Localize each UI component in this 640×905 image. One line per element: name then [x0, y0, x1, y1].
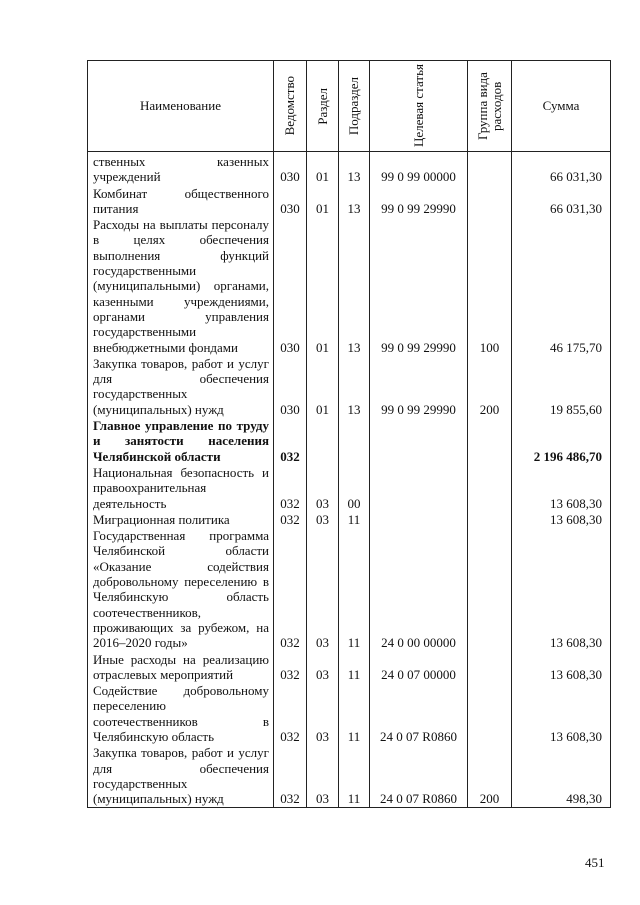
cell-department: 032: [274, 652, 307, 684]
cell-subsection: 13: [339, 356, 370, 418]
cell-expense-group: [468, 418, 512, 465]
table-row: [88, 186, 611, 218]
cell-expense-group: [468, 152, 512, 186]
header-target-article: Целевая статья: [370, 61, 468, 152]
cell-name: Содействие добровольному переселению соотечественников в Челябинскую область: [88, 683, 274, 745]
cell-amount: 66 031,30: [512, 152, 611, 186]
cell-expense-group: [468, 512, 512, 528]
cell-section: 01: [307, 356, 339, 418]
cell-amount: 19 855,60: [512, 356, 611, 418]
table-row: [88, 652, 611, 684]
header-subsection: Подраздел: [339, 61, 370, 152]
cell-department: 032: [274, 512, 307, 528]
table-row: [88, 217, 611, 356]
cell-target-article: 24 0 07 R0860: [370, 683, 468, 745]
cell-section: 01: [307, 186, 339, 218]
cell-expense-group: [468, 683, 512, 745]
cell-target-article: [370, 465, 468, 512]
header-name: Наименование: [88, 61, 274, 152]
header-amount: Сумма: [512, 61, 611, 152]
cell-department: 032: [274, 745, 307, 808]
table-row: [88, 465, 611, 512]
cell-amount: 13 608,30: [512, 512, 611, 528]
cell-subsection: 11: [339, 528, 370, 651]
cell-name: Национальная безопасность и правоохранительная деятельность: [88, 465, 274, 512]
header-row: [88, 61, 611, 152]
cell-department: 030: [274, 217, 307, 356]
cell-amount: 13 608,30: [512, 652, 611, 684]
header-section: Раздел: [307, 61, 339, 152]
cell-expense-group: 200: [468, 356, 512, 418]
cell-name: ственных казенных учреждений: [88, 152, 274, 186]
table-row: [88, 745, 611, 808]
cell-name: Миграционная политика: [88, 512, 274, 528]
cell-target-article: 24 0 00 00000: [370, 528, 468, 651]
cell-name: Иные расходы на реализацию отраслевых мероприятий: [88, 652, 274, 684]
cell-expense-group: 100: [468, 217, 512, 356]
header-department: Ведомство: [274, 61, 307, 152]
header-expense-group: Группа вида расходов: [468, 61, 512, 152]
cell-target-article: 99 0 99 29990: [370, 217, 468, 356]
table-row: [88, 152, 611, 186]
cell-subsection: 13: [339, 152, 370, 186]
cell-amount: 498,30: [512, 745, 611, 808]
cell-section: 03: [307, 683, 339, 745]
cell-department: 032: [274, 683, 307, 745]
cell-department: 030: [274, 186, 307, 218]
cell-amount: 46 175,70: [512, 217, 611, 356]
cell-department: 032: [274, 418, 307, 465]
cell-subsection: 11: [339, 512, 370, 528]
cell-subsection: 11: [339, 683, 370, 745]
cell-department: 030: [274, 356, 307, 418]
cell-expense-group: [468, 652, 512, 684]
cell-subsection: [339, 418, 370, 465]
cell-amount: 2 196 486,70: [512, 418, 611, 465]
cell-section: [307, 418, 339, 465]
cell-expense-group: 200: [468, 745, 512, 808]
cell-name: Расходы на выплаты персоналу в целях обеспечения выполнения функций государственными (муниципальными) органами, казенными учреждениями, органами управления государственными внебюджетными фондами: [88, 217, 274, 356]
cell-target-article: 99 0 99 29990: [370, 186, 468, 218]
cell-target-article: 24 0 07 00000: [370, 652, 468, 684]
cell-amount: 13 608,30: [512, 528, 611, 651]
cell-target-article: 99 0 99 00000: [370, 152, 468, 186]
table-row: [88, 418, 611, 465]
cell-section: 03: [307, 745, 339, 808]
cell-section: 01: [307, 152, 339, 186]
cell-subsection: 11: [339, 652, 370, 684]
cell-target-article: 99 0 99 29990: [370, 356, 468, 418]
cell-section: 03: [307, 652, 339, 684]
cell-amount: 13 608,30: [512, 465, 611, 512]
cell-department: 030: [274, 152, 307, 186]
cell-target-article: 24 0 07 R0860: [370, 745, 468, 808]
table-row: [88, 528, 611, 651]
budget-table: [87, 60, 611, 808]
cell-section: 03: [307, 528, 339, 651]
cell-department: 032: [274, 528, 307, 651]
table-row: [88, 356, 611, 418]
table-body: [88, 152, 611, 808]
cell-target-article: [370, 418, 468, 465]
cell-expense-group: [468, 186, 512, 218]
cell-section: 03: [307, 512, 339, 528]
cell-expense-group: [468, 528, 512, 651]
cell-subsection: 11: [339, 745, 370, 808]
cell-name: Комбинат общественного питания: [88, 186, 274, 218]
cell-name: Закупка товаров, работ и услуг для обеспечения государственных (муниципальных) нужд: [88, 356, 274, 418]
cell-subsection: 00: [339, 465, 370, 512]
cell-section: 01: [307, 217, 339, 356]
cell-subsection: 13: [339, 217, 370, 356]
table-row: [88, 512, 611, 528]
cell-amount: 66 031,30: [512, 186, 611, 218]
table-row: [88, 683, 611, 745]
cell-department: 032: [274, 465, 307, 512]
page-number: 451: [585, 855, 605, 870]
cell-name: Главное управление по труду и занятости населения Челябинской области: [88, 418, 274, 465]
cell-name: Закупка товаров, работ и услуг для обеспечения государственных (муниципальных) нужд: [88, 745, 274, 808]
cell-target-article: [370, 512, 468, 528]
cell-name: Государственная программа Челябинской области «Оказание содействия добровольному переселению в Челябинскую область соотечественников, проживающих за рубежом, на 2016–2020 годы»: [88, 528, 274, 651]
cell-section: 03: [307, 465, 339, 512]
cell-amount: 13 608,30: [512, 683, 611, 745]
cell-subsection: 13: [339, 186, 370, 218]
cell-expense-group: [468, 465, 512, 512]
